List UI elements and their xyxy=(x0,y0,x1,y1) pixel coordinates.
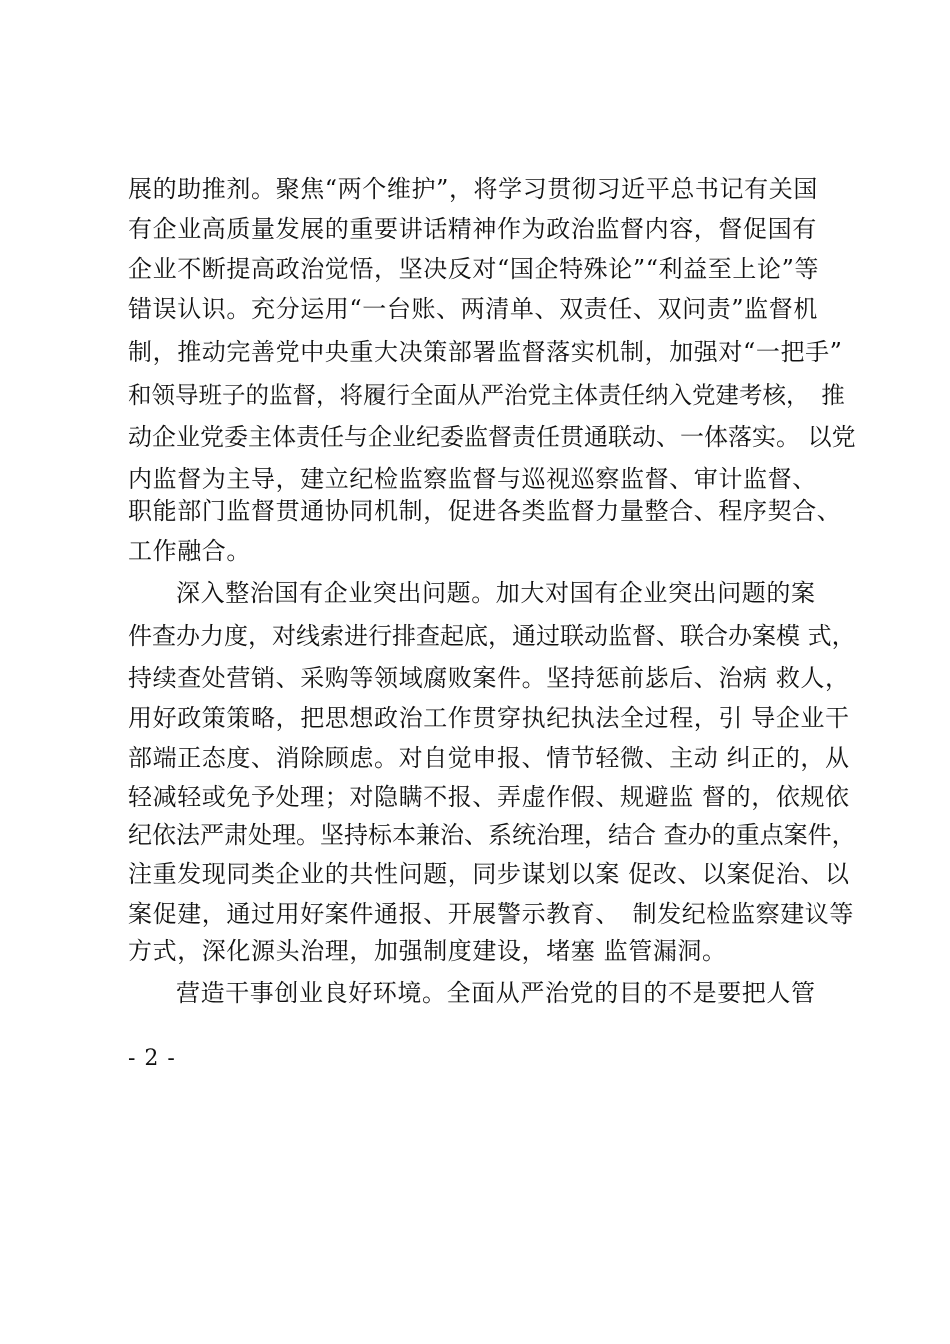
text-line: 制，推动完善党中央重大决策部署监督落实机制，加强对“一把手” xyxy=(128,338,843,366)
paragraph-first-line: 深入整治国有企业突出问题。加大对国有企业突出问题的案 xyxy=(176,579,816,607)
text-line: 内监督为主导，建立纪检监察监督与巡视巡察监督、审计监督、 xyxy=(128,465,817,493)
text-line: 用好政策策略，把思想政治工作贯穿执纪执法全过程，引 导企业干 xyxy=(128,704,850,732)
text-line: 案促建，通过用好案件通报、开展警示教育、 制发纪检监察建议等 xyxy=(128,900,854,928)
text-line: 工作融合。 xyxy=(128,537,251,565)
text-line: 轻减轻或免予处理；对隐瞒不报、弄虚作假、规避监 督的，依规依 xyxy=(128,783,850,811)
text-line: 展的助推剂。聚焦“两个维护”，将学习贯彻习近平总书记有关国 xyxy=(128,175,818,203)
text-line: 件查办力度，对线索进行排查起底，通过联动监督、联合办案模 式， xyxy=(128,622,856,650)
text-line: 错误认识。充分运用“一台账、两清单、双责任、双问责”监督机 xyxy=(128,295,818,323)
text-line: 注重发现同类企业的共性问题，同步谋划以案 促改、以案促治、以 xyxy=(128,860,850,888)
text-line: 部端正态度、消除顾虑。对自觉申报、情节轻微、主动 纠正的，从 xyxy=(128,744,850,772)
text-line: 持续查处营销、采购等领域腐败案件。坚持惩前毖后、治病 救人， xyxy=(128,664,850,692)
text-line: 企业不断提高政治觉悟，坚决反对“国企特殊论”“利益至上论”等 xyxy=(128,255,820,283)
paragraph-first-line: 营造干事创业良好环境。全面从严治党的目的不是要把人管 xyxy=(176,979,816,1007)
text-line: 和领导班子的监督，将履行全面从严治党主体责任纳入党建考核， 推 xyxy=(128,381,845,409)
text-line: 动企业党委主体责任与企业纪委监督责任贯通联动、一体落实。 以党 xyxy=(128,423,856,451)
text-line: 纪依法严肃处理。坚持标本兼治、系统治理，结合 查办的重点案件， xyxy=(128,821,856,849)
text-line: 有企业高质量发展的重要讲话精神作为政治监督内容，督促国有 xyxy=(128,215,817,243)
text-line: 方式，深化源头治理，加强制度建设，堵塞 监管漏洞。 xyxy=(128,937,727,965)
text-line: 职能部门监督贯通协同机制，促进各类监督力量整合、程序契合、 xyxy=(128,497,842,525)
page-number: - 2 - xyxy=(128,1046,176,1071)
